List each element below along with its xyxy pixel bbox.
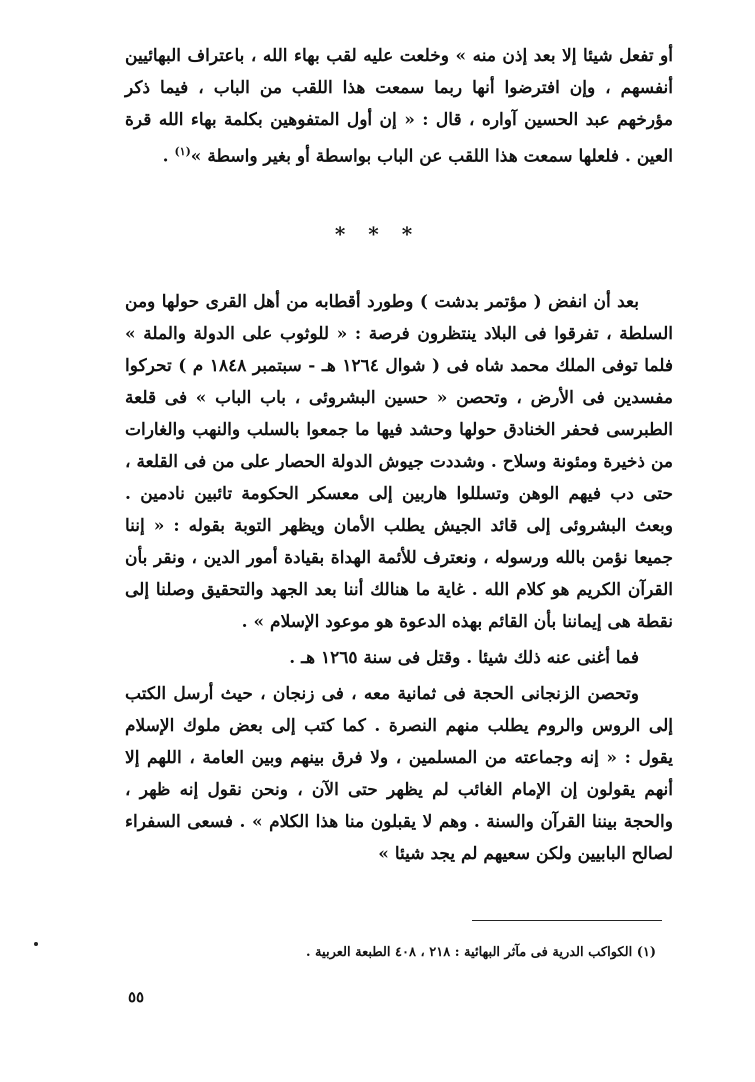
paragraph-death: فما أغنى عنه ذلك شيئا . وقتل فى سنة ١٢٦٥ هـ . bbox=[289, 648, 639, 668]
top-paragraph-end: . bbox=[162, 146, 175, 167]
margin-mark bbox=[34, 942, 38, 946]
footnote-reference: (١) bbox=[174, 145, 191, 158]
section-separator: * * * bbox=[334, 222, 421, 246]
paragraph-zanjani: وتحصن الزنجانى الحجة فى ثمانية معه ، فى زنجان ، حيث أرسل الكتب إلى الروس والروم يطلب منهم النصرة . كما كتب إلى بعض ملوك الإسلام يقول : « إنه وجماعته من المسلمين ، ولا فرق بينهم وبين العامة ، اللهم إلا أنهم يقولون إن الإمام الغائب لم يظهر حتى الآن ، ونحن نقول إنه ظهر ، والحجة بيننا القرآن والسنة . وهم لا يقبلون منا هذا الكلام » . فسعى السفراء لصالح البابيين ولكن سعيهم لم يجد شيئا » bbox=[125, 684, 673, 864]
footnote-divider bbox=[472, 920, 662, 921]
page-number: ٥٥ bbox=[128, 988, 145, 1006]
paragraph-siege: بعد أن انفض ( مؤتمر بدشت ) وطورد أقطابه من أهل القرى حولها ومن السلطة ، تفرقوا فى البلاد ينتظرون فرصة : « للوثوب على الدولة والملة » فلما توفى الملك محمد شاه فى ( شوال ١٢٦٤ هـ - سبتمبر ١٨٤٨ م ) تحركوا مفسدين فى الأرض ، وتحصن « حسين البشروئى ، باب الباب » فى قلعة الطبرسى فحفر الخنادق حولها وحشد فيها ما جمعوا بالسلب والنهب والغارات من ذخيرة ومئونة وسلاح . وشددت جيوش الدولة الحصار على من فى القلعة ، حتى دب فيهم الوهن وتسللوا هاربين إلى معسكر الحكومة تائبين نادمين . وبعث البشروئى إلى قائد الجيش يطلب الأمان ويظهر التوبة بقوله : « إننا جميعا نؤمن بالله ورسوله ، ونعترف للأئمة الهداة بقيادة أمور الدين ، ونقر بأن القرآن الكريم هو كلام الله . غاية ما هنالك أننا بعد الجهد والتحقيق وصلنا إلى نقطة هى إيماننا بأن القائم بهذه الدعوة هو موعود الإسلام » . bbox=[125, 292, 673, 632]
footnote: (١) الكواكب الدرية فى مآثر البهائية : ٢١٨ ، ٤٠٨ الطبعة العربية . bbox=[306, 945, 656, 960]
top-paragraph-text: أو تفعل شيئا إلا بعد إذن منه » وخلعت عليه لقب بهاء الله ، باعتراف البهائيين أنفسهم ، وإن افترضوا أنها ربما سمعت هذا اللقب من الباب ، فيما ذكر مؤرخهم عبد الحسين آواره ، قال : « إن أول المتفوهين بكلمة بهاء الله قرة العين . فلعلها سمعت هذا اللقب عن الباب بواسطة أو بغير واسطة » bbox=[125, 46, 673, 167]
main-text bbox=[125, 286, 673, 870]
top-paragraph bbox=[125, 40, 673, 173]
